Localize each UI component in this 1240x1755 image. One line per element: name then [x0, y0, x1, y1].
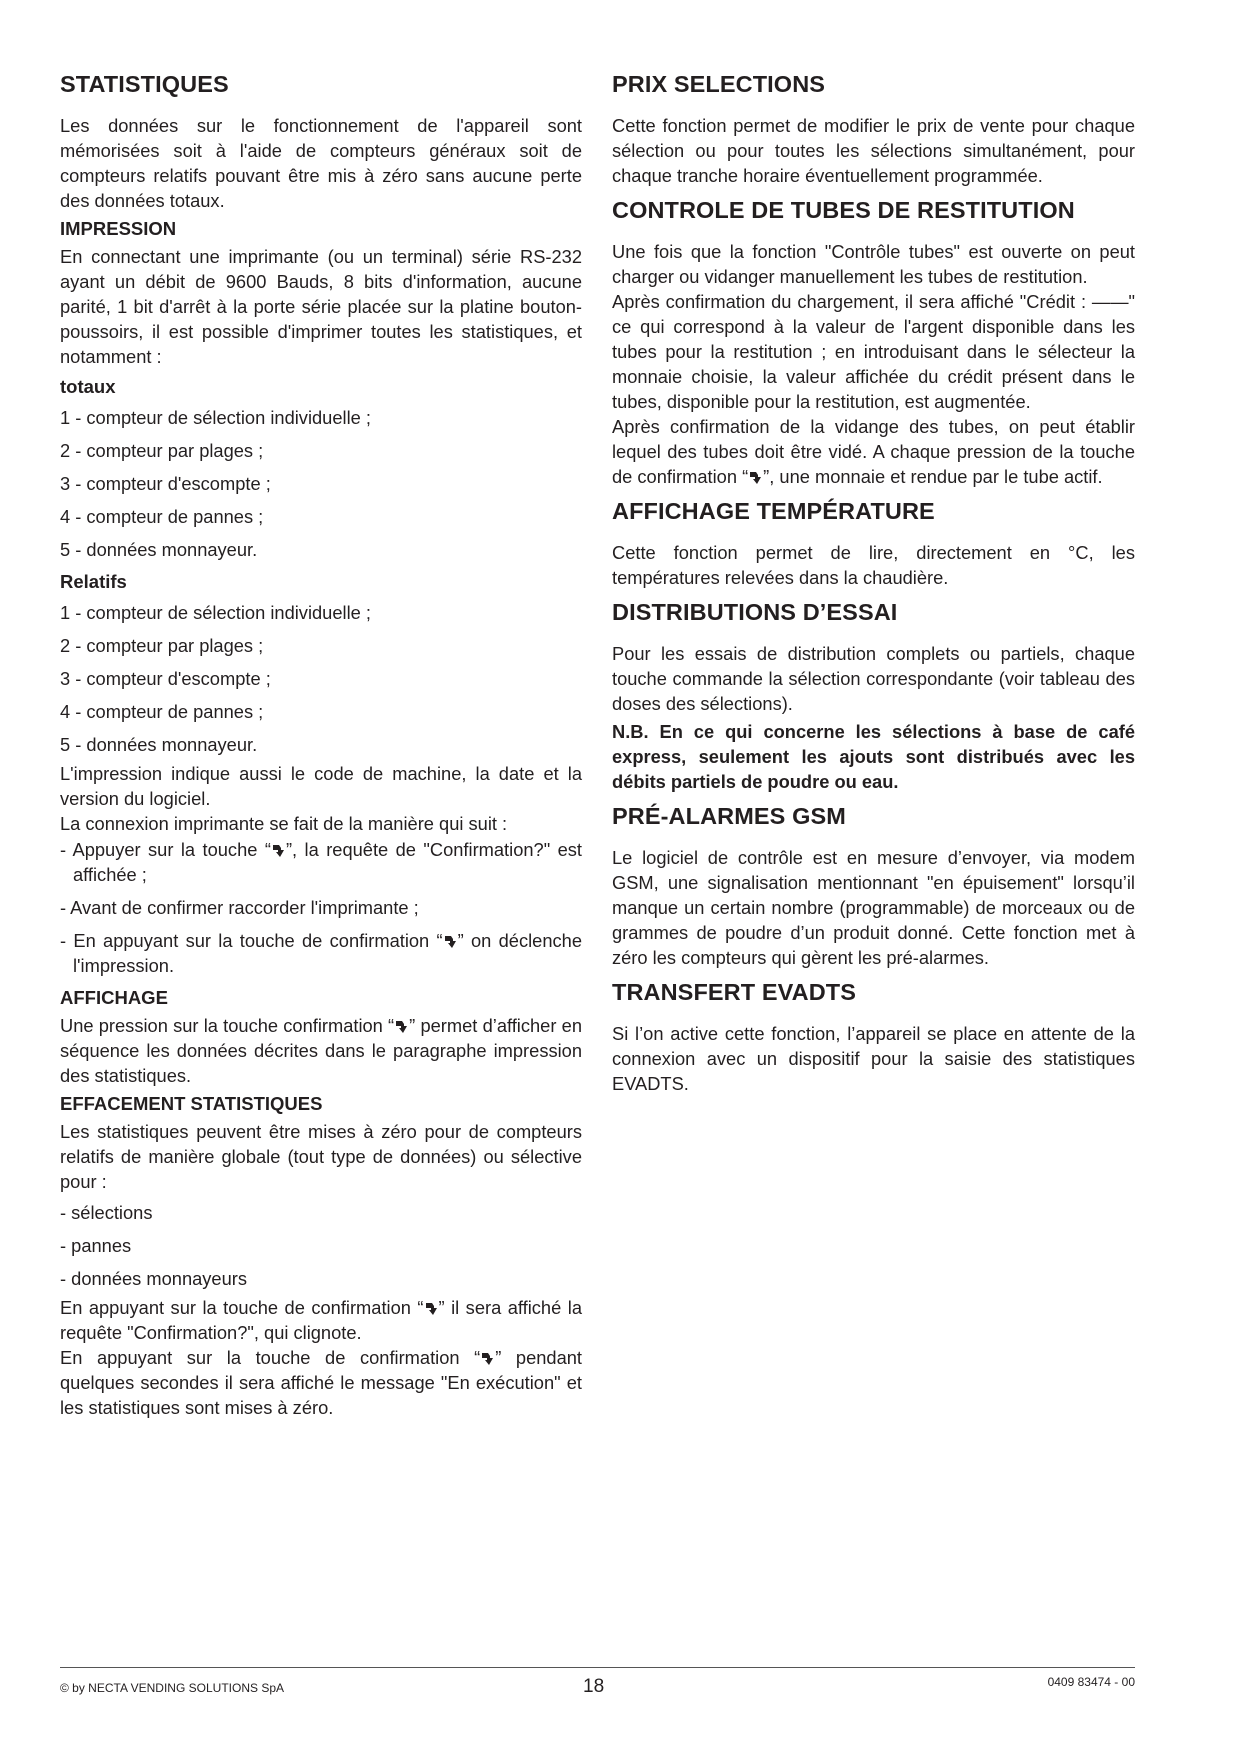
section-affichage — [60, 986, 582, 1088]
section-prix — [612, 67, 1135, 188]
heading-totaux: totaux — [60, 376, 116, 397]
heading-gsm: PRÉ-ALARMES GSM — [612, 803, 846, 829]
effacement-p2-a: En appuyant sur la touche de confirmation “ — [60, 1347, 481, 1368]
section-temperature — [612, 494, 1135, 590]
confirm-key-icon — [749, 471, 762, 485]
effacement-p2 — [60, 1345, 582, 1420]
section-statistiques — [60, 67, 582, 213]
heading-evadts: TRANSFERT EVADTS — [612, 979, 857, 1005]
impression-step-2: - Avant de confirmer raccorder l'imprimante ; — [60, 897, 419, 918]
right-column — [612, 62, 1135, 1096]
footer-copyright: © by NECTA VENDING SOLUTIONS SpA — [60, 1681, 285, 1695]
evadts-text: Si l’on active cette fonction, l’appareil se place en attente de la connexion avec un dispositif pour la saisie des statistiques EVADTS. — [612, 1023, 1135, 1094]
impression-text: En connectant une imprimante (ou un terminal) série RS-232 ayant un débit de 9600 Bauds, 8 bits d'information, aucune parité, 1 bit d'arrêt à la porte série placée sur la platine bouton-poussoirs, il est possible d'imprimer toutes les statistiques, et notamment : — [60, 246, 582, 367]
impression-step-1 — [60, 837, 582, 887]
effacement-p1 — [60, 1295, 582, 1345]
heading-temperature: AFFICHAGE TEMPÉRATURE — [612, 498, 935, 524]
list-item: 5 - données monnayeur. — [60, 539, 258, 560]
controle-p2: Après confirmation du chargement, il sera affiché "Crédit : ——" ce qui correspond à la valeur de l'argent disponible dans les tubes pour la restitution ; en introduisant dans le sélecteur la monnaie choisie, la valeur affichée du crédit présent dans le tubes, disponible pour la restitution, est augmentée. — [612, 291, 1135, 412]
section-impression — [60, 217, 582, 978]
impression-connexion: La connexion imprimante se fait de la manière qui suit : — [60, 813, 508, 834]
distributions-text: Pour les essais de distribution complets ou partiels, chaque touche commande la sélection correspondante (voir tableau des doses des sélections). — [612, 643, 1135, 714]
heading-distributions: DISTRIBUTIONS D’ESSAI — [612, 599, 898, 625]
list-item: 3 - compteur d'escompte ; — [60, 473, 271, 494]
left-column — [60, 62, 582, 1420]
heading-effacement: EFFACEMENT STATISTIQUES — [60, 1093, 323, 1114]
heading-relatifs: Relatifs — [60, 571, 127, 592]
section-controle — [612, 193, 1135, 489]
footer-rule — [60, 1667, 1135, 1668]
list-item: 1 - compteur de sélection individuelle ; — [60, 602, 371, 623]
totaux-list — [60, 405, 582, 562]
list-item: 3 - compteur d'escompte ; — [60, 668, 271, 689]
list-item: 4 - compteur de pannes ; — [60, 701, 264, 722]
controle-p3-b: ”, une monnaie et rendue par le tube actif. — [763, 466, 1103, 487]
relatifs-list — [60, 600, 582, 757]
step-text: - Appuyer sur la touche “ — [60, 839, 271, 860]
effacement-text: Les statistiques peuvent être mises à zéro pour de compteurs relatifs de manière globale (tout type de données) ou sélective pour : — [60, 1121, 582, 1192]
section-gsm — [612, 799, 1135, 970]
section-distributions — [612, 595, 1135, 794]
confirm-key-icon — [444, 935, 457, 949]
statistiques-intro: Les données sur le fonctionnement de l'appareil sont mémorisées soit à l'aide de compteurs généraux soit de compteurs relatifs pouvant être mis à zéro sans aucune perte des données totaux. — [60, 115, 582, 211]
section-effacement — [60, 1092, 582, 1420]
controle-p3 — [612, 414, 1135, 489]
confirm-key-icon — [395, 1020, 408, 1034]
impression-after: L'impression indique aussi le code de machine, la date et la version du logiciel. — [60, 763, 582, 809]
controle-p3-a: Après confirmation de la vidange des tubes, on peut établir lequel des tubes doit être vidé. A chaque pression de la touche de confirmation “ — [612, 416, 1135, 487]
step-text: - En appuyant sur la touche de confirmation “ — [60, 930, 443, 951]
step-text: ” on déclenche l'impression. — [73, 930, 582, 976]
confirm-key-icon — [481, 1352, 494, 1366]
distributions-note: N.B. En ce qui concerne les sélections à base de café express, seulement les ajouts sont distribués avec les débits partiels de poudre ou eau. — [612, 721, 1135, 792]
effacement-p1-b: ” il sera affiché la requête "Confirmation?", qui clignote. — [60, 1297, 582, 1343]
list-item: - sélections — [60, 1202, 153, 1223]
document-number: 0409 83474 - 00 — [1047, 1675, 1135, 1689]
controle-p1: Une fois que la fonction "Contrôle tubes" est ouverte on peut charger ou vidanger manuellement les tubes de restitution. — [612, 241, 1135, 287]
impression-step-3 — [60, 928, 582, 978]
list-item: 2 - compteur par plages ; — [60, 635, 264, 656]
heading-controle: CONTROLE DE TUBES DE RESTITUTION — [612, 197, 1075, 223]
affichage-text-a: Une pression sur la touche confirmation “ — [60, 1015, 395, 1036]
page-number: 18 — [583, 1676, 605, 1697]
list-item: 2 - compteur par plages ; — [60, 440, 264, 461]
list-item: - pannes — [60, 1235, 132, 1256]
prix-text: Cette fonction permet de modifier le prix de vente pour chaque sélection ou pour toutes les sélections simultanément, pour chaque tranche horaire éventuellement programmée. — [612, 115, 1135, 186]
list-item: 5 - données monnayeur. — [60, 734, 258, 755]
heading-prix: PRIX SELECTIONS — [612, 71, 826, 97]
affichage-text-b: ” permet d’afficher en séquence les données décrites dans le paragraphe impression des statistiques. — [60, 1015, 582, 1086]
heading-affichage: AFFICHAGE — [60, 987, 168, 1008]
section-evadts — [612, 975, 1135, 1096]
list-item: - données monnayeurs — [60, 1268, 247, 1289]
heading-statistiques: STATISTIQUES — [60, 71, 229, 97]
effacement-p2-b: ” pendant quelques secondes il sera affiché le message "En exécution" et les statistiques sont mises à zéro. — [60, 1347, 582, 1418]
effacement-p1-a: En appuyant sur la touche de confirmation “ — [60, 1297, 424, 1318]
gsm-text: Le logiciel de contrôle est en mesure d’envoyer, via modem GSM, une signalisation mentionnant "en épuisement" lorsqu’il manque un certain nombre (programmable) de morceaux ou de grammes de poudre d’un produit donné. Cette fonction met à zéro les compteurs qui gèrent les pré-alarmes. — [612, 847, 1135, 968]
heading-impression: IMPRESSION — [60, 218, 177, 239]
affichage-text — [60, 1013, 582, 1088]
step-text: ”, la requête de "Confirmation?" est affichée ; — [73, 839, 582, 885]
temperature-text: Cette fonction permet de lire, directement en °C, les températures relevées dans la chaudière. — [612, 542, 1135, 588]
confirm-key-icon — [272, 844, 285, 858]
list-item: 4 - compteur de pannes ; — [60, 506, 264, 527]
list-item: 1 - compteur de sélection individuelle ; — [60, 407, 371, 428]
confirm-key-icon — [425, 1302, 438, 1316]
